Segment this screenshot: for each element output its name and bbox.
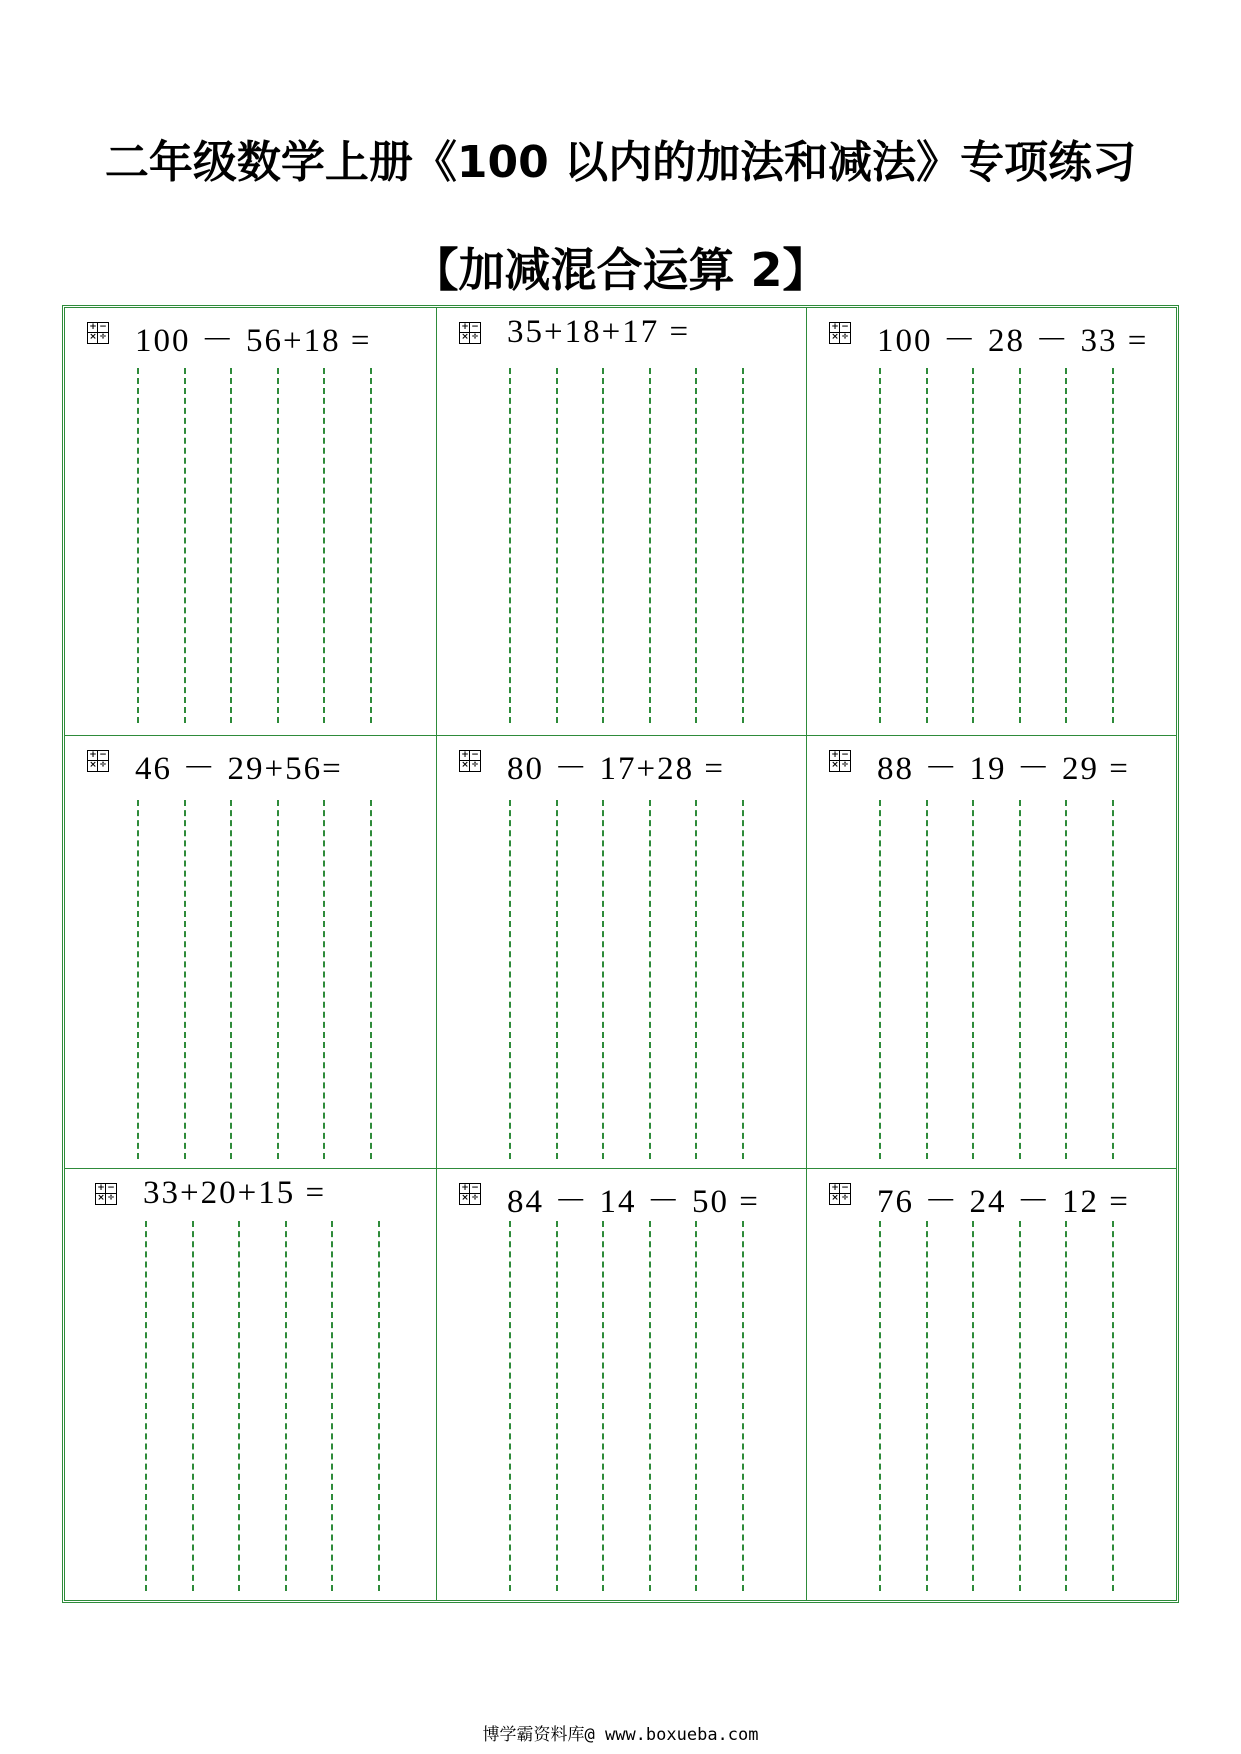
calculator-icon: + − × ÷ [829, 1183, 851, 1205]
working-guide-line [1019, 1221, 1021, 1591]
working-guide-line [742, 800, 744, 1159]
working-guide-line [879, 368, 881, 723]
problem-expression: 100 － 28 － 33 = [877, 323, 1149, 359]
working-guide-line [192, 1221, 194, 1591]
problem-cell [65, 1168, 436, 1600]
working-guide-line [323, 368, 325, 723]
working-guide-line [695, 368, 697, 723]
working-guide-line [1065, 1221, 1067, 1591]
working-guide-line [137, 800, 139, 1159]
working-guide-line [277, 800, 279, 1159]
calculator-icon: + − × ÷ [829, 322, 851, 344]
working-guide-line [323, 800, 325, 1159]
working-guide-line [1112, 1221, 1114, 1591]
working-guide-line [556, 800, 558, 1159]
calculator-icon: + − × ÷ [459, 322, 481, 344]
calculator-icon: + − × ÷ [87, 750, 109, 772]
working-guide-line [1112, 800, 1114, 1159]
working-guide-line [649, 1221, 651, 1591]
working-guide-line [556, 1221, 558, 1591]
working-guide-line [370, 368, 372, 723]
working-guide-line [378, 1221, 380, 1591]
working-guide-line [649, 368, 651, 723]
problem-cell [65, 735, 436, 1168]
working-guide-line [926, 1221, 928, 1591]
working-guide-line [972, 800, 974, 1159]
problem-expression: 33+20+15 = [143, 1175, 327, 1211]
problem-expression: 46 － 29+56= [135, 751, 343, 787]
working-guide-line [277, 368, 279, 723]
problem-cell [806, 1168, 1176, 1600]
problem-expression: 84 － 14 － 50 = [507, 1184, 760, 1220]
working-guide-line [695, 800, 697, 1159]
problem-expression: 76 － 24 － 12 = [877, 1184, 1130, 1220]
working-guide-line [370, 800, 372, 1159]
working-guide-line [1112, 368, 1114, 723]
working-guide-line [602, 1221, 604, 1591]
problem-cell [806, 735, 1176, 1168]
problem-expression: 80 － 17+28 = [507, 751, 725, 787]
working-guide-line [145, 1221, 147, 1591]
calculator-icon: + − × ÷ [459, 750, 481, 772]
calculator-icon: + − × ÷ [459, 1183, 481, 1205]
problem-cell [806, 308, 1176, 735]
problem-cell [65, 308, 436, 735]
working-guide-line [184, 368, 186, 723]
working-guide-line [695, 1221, 697, 1591]
working-guide-line [509, 368, 511, 723]
calculator-icon: + − × ÷ [95, 1183, 117, 1205]
working-guide-line [926, 800, 928, 1159]
working-guide-line [556, 368, 558, 723]
working-guide-line [230, 800, 232, 1159]
problem-cell [436, 308, 806, 735]
working-guide-line [137, 368, 139, 723]
working-guide-line [1065, 368, 1067, 723]
page-title: 二年级数学上册《100 以内的加法和减法》专项练习 [104, 137, 1137, 188]
working-guide-line [742, 368, 744, 723]
working-guide-line [184, 800, 186, 1159]
working-guide-line [742, 1221, 744, 1591]
working-guide-line [238, 1221, 240, 1591]
working-guide-line [926, 368, 928, 723]
working-guide-line [1019, 368, 1021, 723]
working-guide-line [285, 1221, 287, 1591]
problem-expression: 100 － 56+18 = [135, 323, 372, 359]
problem-cell [436, 1168, 806, 1600]
working-guide-line [879, 1221, 881, 1591]
working-guide-line [602, 368, 604, 723]
problem-expression: 88 － 19 － 29 = [877, 751, 1130, 787]
page-subtitle: 【加减混合运算 2】 [412, 243, 829, 297]
working-guide-line [972, 368, 974, 723]
footer-watermark: 博学霸资料库@ www.boxueba.com [482, 1725, 759, 1745]
working-guide-line [1065, 800, 1067, 1159]
working-guide-line [1019, 800, 1021, 1159]
working-guide-line [331, 1221, 333, 1591]
working-guide-line [509, 1221, 511, 1591]
working-guide-line [972, 1221, 974, 1591]
problem-expression: 35+18+17 = [507, 314, 691, 350]
working-guide-line [509, 800, 511, 1159]
working-guide-line [879, 800, 881, 1159]
working-guide-line [602, 800, 604, 1159]
calculator-icon: + − × ÷ [829, 750, 851, 772]
calculator-icon: + − × ÷ [87, 322, 109, 344]
working-guide-line [649, 800, 651, 1159]
problem-cell [436, 735, 806, 1168]
working-guide-line [230, 368, 232, 723]
exercise-grid [62, 305, 1179, 1603]
